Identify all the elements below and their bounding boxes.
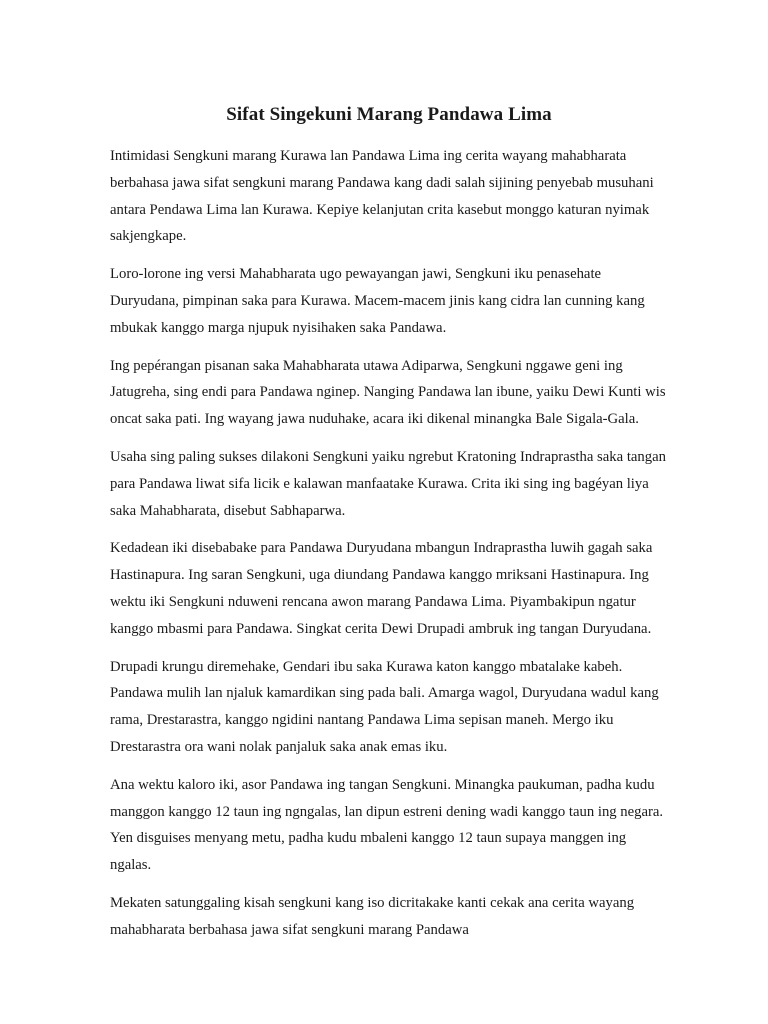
paragraph-3: Ing pepérangan pisanan saka Mahabharata utawa Adiparwa, Sengkuni nggawe geni ing Jatugreha, sing endi para Pandawa nginep. Nanging Pandawa lan ibune, yaiku Dewi Kunti wis oncat saka pati. Ing wayang jawa nuduhake, acara iki dikenal minangka Bale Sigala-Gala.: [110, 357, 666, 428]
paragraph-1: Intimidasi Sengkuni marang Kurawa lan Pandawa Lima ing cerita wayang mahabharata berbahasa jawa sifat sengkuni marang Pandawa kang dadi salah sijining penyebab musuhani antara Pendawa Lima lan Kurawa. Kepiye kelanjutan crita kasebut monggo katuran nyimak sakjengkape.: [110, 148, 654, 245]
paragraph-5: Kedadean iki disebabake para Pandawa Duryudana mbangun Indraprastha luwih gagah saka Hastinapura. Ing saran Sengkuni, uga diundang Pandawa kanggo mriksani Hastinapura. Ing wektu iki Sengkuni nduweni rencana awon marang Pandawa Lima. Piyambakipun ngatur kanggo mbasmi para Pandawa. Singkat cerita Dewi Drupadi ambruk ing tangan Duryudana.: [110, 540, 653, 637]
paragraph-8: Mekaten satunggaling kisah sengkuni kang iso dicritakake kanti cekak ana cerita wayang mahabharata berbahasa jawa sifat sengkuni marang Pandawa: [110, 894, 635, 938]
paragraph-4: Usaha sing paling sukses dilakoni Sengkuni yaiku ngrebut Kratoning Indraprastha saka tangan para Pandawa liwat sifa licik e kalawan manfaatake Kurawa. Crita iki sing ing bagéyan liya saka Mahabharata, disebut Sabhaparwa.: [110, 448, 666, 519]
paragraph-6: Drupadi krungu diremehake, Gendari ibu saka Kurawa katon kanggo mbatalake kabeh. Pandawa mulih lan njaluk kamardikan sing pada bali. Amarga wagol, Duryudana wadul kang rama, Drestarastra, kanggo ngidini nantang Pandawa Lima sepisan maneh. Mergo iku Drestarastra ora wani nolak panjaluk saka anak emas iku.: [110, 658, 659, 755]
document-title: Sifat Singekuni Marang Pandawa Lima: [226, 104, 552, 125]
paragraph-2: Loro-lorone ing versi Mahabharata ugo pewayangan jawi, Sengkuni iku penasehate Duryudana, pimpinan saka para Kurawa. Macem-macem jinis kang cidra lan cunning kang mbukak kanggo marga njupuk nyisihaken saka Pandawa.: [110, 266, 645, 336]
paragraph-7: Ana wektu kaloro iki, asor Pandawa ing tangan Sengkuni. Minangka paukuman, padha kudu manggon kanggo 12 taun ing ngngalas, lan dipun estreni dening wadi kanggo taun ing negara. Yen disguises menyang metu, padha kudu mbaleni kanggo 12 taun supaya manggen ing ngalas.: [110, 776, 664, 874]
